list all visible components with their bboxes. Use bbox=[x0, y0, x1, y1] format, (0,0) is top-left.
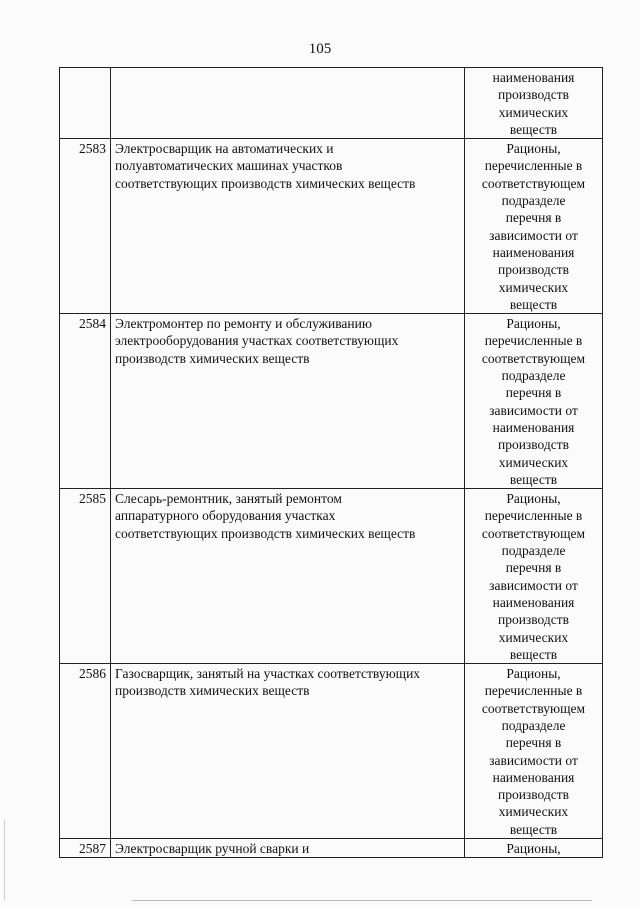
diet-cell bbox=[465, 489, 603, 664]
job-title-cell bbox=[111, 489, 465, 664]
diet-line: производств bbox=[497, 787, 570, 803]
diet-line: производств bbox=[497, 262, 570, 278]
job-title-cell bbox=[111, 68, 465, 139]
job-title-line: полуавтоматических машинах участков bbox=[115, 158, 343, 174]
diet-line: перечисленные в bbox=[484, 333, 583, 349]
diet-line: химических bbox=[498, 454, 569, 470]
diet-line: производств bbox=[497, 437, 570, 453]
table-row bbox=[60, 489, 603, 664]
table-body bbox=[60, 68, 603, 858]
table-row bbox=[60, 839, 603, 858]
table-row bbox=[60, 664, 603, 839]
diet-line: Рационы, bbox=[506, 141, 561, 157]
page-number: 105 bbox=[308, 41, 332, 57]
diet-line: соответствующем bbox=[481, 700, 586, 716]
diet-line: перечня в bbox=[505, 735, 562, 751]
diet-line: подразделе bbox=[501, 193, 566, 209]
diet-line: веществ bbox=[509, 121, 558, 137]
diet-line: перечисленные в bbox=[484, 508, 583, 524]
diet-line: Рационы, bbox=[506, 666, 561, 682]
diet-line: веществ bbox=[509, 646, 558, 662]
diet-line: зависимости от bbox=[489, 402, 578, 418]
job-title-cell bbox=[111, 839, 465, 858]
job-title-line: Газосварщик, занятый на участках соответствующих bbox=[115, 666, 421, 682]
diet-line: Рационы, bbox=[506, 316, 561, 332]
diet-line: веществ bbox=[509, 821, 558, 837]
job-title-line: Слесарь-ремонтник, занятый ремонтом bbox=[115, 491, 342, 507]
diet-line: соответствующем bbox=[481, 350, 586, 366]
diet-line: производств bbox=[497, 612, 570, 628]
diet-line: наименования bbox=[492, 594, 575, 610]
diet-line: подразделе bbox=[501, 717, 566, 733]
job-title-cell bbox=[111, 664, 465, 839]
diet-line: Рационы, bbox=[506, 491, 561, 507]
job-title-line: аппаратурного оборудования участках bbox=[115, 508, 336, 524]
diet-line: перечня в bbox=[505, 385, 562, 401]
diet-line: перечисленные в bbox=[484, 158, 583, 174]
diet-line: зависимости от bbox=[489, 577, 578, 593]
row-number-cell: 2584 bbox=[60, 314, 111, 489]
diet-line: перечисленные в bbox=[484, 683, 583, 699]
row-number-cell: 2587 bbox=[60, 839, 111, 858]
table-row bbox=[60, 139, 603, 314]
job-title-line: Электросварщик ручной сварки и bbox=[115, 841, 310, 857]
row-number-cell bbox=[60, 68, 111, 139]
job-title-line: Электромонтер по ремонту и обслуживанию bbox=[115, 316, 372, 332]
job-title-line: электрооборудования участках соответствующих bbox=[115, 333, 399, 349]
occupations-table bbox=[59, 67, 603, 858]
job-title-line: производств химических веществ bbox=[115, 350, 310, 366]
diet-line: химических bbox=[498, 104, 569, 120]
diet-line: наименования bbox=[492, 244, 575, 260]
diet-cell bbox=[465, 664, 603, 839]
row-number-cell: 2586 bbox=[60, 664, 111, 839]
table-row bbox=[60, 314, 603, 489]
diet-line: подразделе bbox=[501, 368, 566, 384]
diet-cell bbox=[465, 139, 603, 314]
job-title-cell bbox=[111, 139, 465, 314]
table-row-continuation bbox=[60, 68, 603, 139]
scan-edge-line bbox=[132, 900, 592, 901]
job-title-line: соответствующих производств химических веществ bbox=[115, 525, 416, 541]
diet-line: веществ bbox=[509, 471, 558, 487]
diet-line: химических bbox=[498, 804, 569, 820]
diet-line: наименования bbox=[492, 419, 575, 435]
diet-line: перечня в bbox=[505, 210, 562, 226]
diet-cell bbox=[465, 839, 603, 858]
diet-cell bbox=[465, 68, 603, 139]
job-title-line: Электросварщик на автоматических и bbox=[115, 141, 334, 157]
diet-line: веществ bbox=[509, 296, 558, 312]
job-title-line: соответствующих производств химических веществ bbox=[115, 175, 416, 191]
scan-edge-line bbox=[4, 820, 5, 900]
diet-line: химических bbox=[498, 279, 569, 295]
job-title-cell bbox=[111, 314, 465, 489]
diet-line: химических bbox=[498, 629, 569, 645]
diet-cell bbox=[465, 314, 603, 489]
diet-line: наименования bbox=[492, 70, 575, 85]
diet-line: соответствующем bbox=[481, 175, 586, 191]
diet-line: зависимости от bbox=[489, 752, 578, 768]
diet-line: зависимости от bbox=[489, 227, 578, 243]
job-title-line: производств химических веществ bbox=[115, 683, 310, 699]
row-number-cell: 2583 bbox=[60, 139, 111, 314]
diet-line: перечня в bbox=[505, 560, 562, 576]
diet-line: наименования bbox=[492, 769, 575, 785]
diet-line: соответствующем bbox=[481, 525, 586, 541]
diet-line: подразделе bbox=[501, 543, 566, 559]
diet-line: Рационы, bbox=[506, 841, 561, 857]
row-number-cell: 2585 bbox=[60, 489, 111, 664]
diet-line: производств bbox=[497, 87, 570, 103]
